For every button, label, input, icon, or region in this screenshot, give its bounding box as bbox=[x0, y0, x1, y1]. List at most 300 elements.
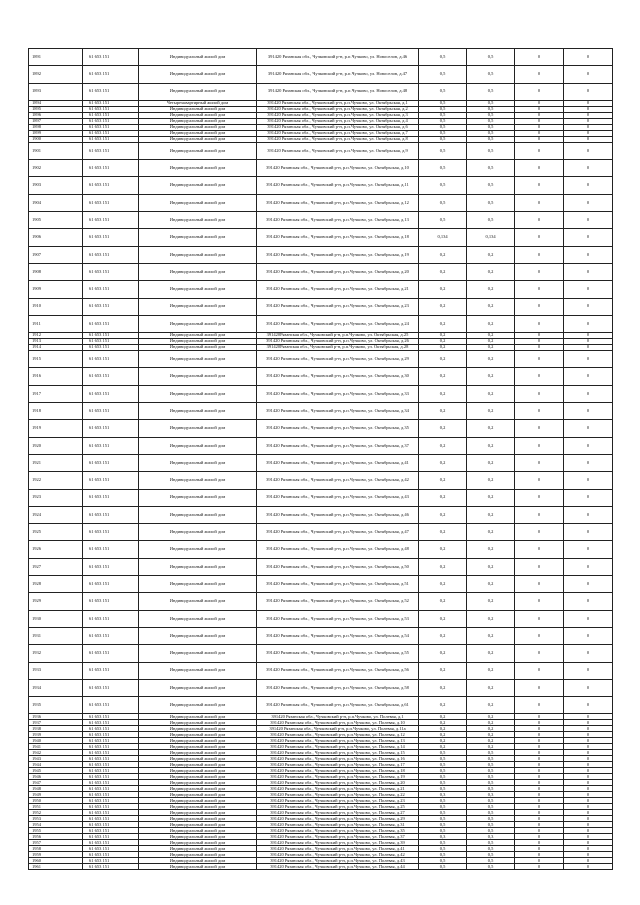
row-number-cell: 1905 bbox=[29, 212, 83, 229]
value-4-cell: 0 bbox=[564, 83, 613, 100]
value-2-cell: 0,5 bbox=[467, 858, 515, 864]
object-type-cell: Индивидуальный жилой дом bbox=[139, 541, 257, 558]
address-cell: 391420 Рязанская обл., Чучковский р-н, р.п.Чучково, ул. Новоселов, д.48 bbox=[257, 83, 419, 100]
value-1-cell: 0,5 bbox=[419, 142, 467, 159]
object-type-cell: Индивидуальный жилой дом bbox=[139, 142, 257, 159]
value-4-cell: 0 bbox=[564, 792, 613, 798]
object-type-cell: Индивидуальный жилой дом bbox=[139, 792, 257, 798]
row-number-cell: 1943 bbox=[29, 756, 83, 762]
row-number-cell: 1919 bbox=[29, 420, 83, 437]
object-type-cell: Индивидуальный жилой дом bbox=[139, 852, 257, 858]
table-row bbox=[29, 229, 613, 246]
row-number-cell: 1925 bbox=[29, 524, 83, 541]
row-number-cell: 1948 bbox=[29, 786, 83, 792]
object-type-cell: Индивидуальный жилой дом bbox=[139, 720, 257, 726]
address-cell: 391420 Рязанская обл., Чучковский р-н, р.п.Чучково, ул. Полевая, д.25 bbox=[257, 804, 419, 810]
value-4-cell: 0 bbox=[564, 281, 613, 298]
oktmo-code-cell: 61 653 151 bbox=[83, 112, 139, 118]
row-number-cell: 1958 bbox=[29, 846, 83, 852]
value-2-cell: 0,5 bbox=[467, 780, 515, 786]
table-row bbox=[29, 49, 613, 66]
object-type-cell: Индивидуальный жилой дом bbox=[139, 768, 257, 774]
value-4-cell: 0 bbox=[564, 726, 613, 732]
oktmo-code-cell: 61 653 151 bbox=[83, 627, 139, 644]
value-1-cell: 0,2 bbox=[419, 679, 467, 696]
value-1-cell: 0,5 bbox=[419, 66, 467, 83]
value-3-cell: 0 bbox=[515, 385, 564, 402]
object-type-cell: Индивидуальный жилой дом bbox=[139, 828, 257, 834]
value-2-cell: 0,2 bbox=[467, 697, 515, 714]
address-cell: 391420 Рязанская обл., Чучковский р-н, р.п.Чучково, ул. Октябрьская, д.19 bbox=[257, 246, 419, 263]
value-1-cell: 0,2 bbox=[419, 697, 467, 714]
row-number-cell: 1934 bbox=[29, 679, 83, 696]
value-3-cell: 0 bbox=[515, 66, 564, 83]
value-2-cell: 0,2 bbox=[467, 645, 515, 662]
oktmo-code-cell: 61 653 151 bbox=[83, 697, 139, 714]
value-4-cell: 0 bbox=[564, 816, 613, 822]
oktmo-code-cell: 61 653 151 bbox=[83, 246, 139, 263]
value-2-cell: 0,134 bbox=[467, 229, 515, 246]
value-3-cell: 0 bbox=[515, 822, 564, 828]
oktmo-code-cell: 61 653 151 bbox=[83, 472, 139, 489]
value-3-cell: 0 bbox=[515, 645, 564, 662]
value-4-cell: 0 bbox=[564, 846, 613, 852]
object-type-cell: Индивидуальный жилой дом bbox=[139, 339, 257, 345]
value-2-cell: 0,2 bbox=[467, 610, 515, 627]
value-4-cell: 0 bbox=[564, 142, 613, 159]
value-2-cell: 0,5 bbox=[467, 142, 515, 159]
table-row bbox=[29, 403, 613, 420]
oktmo-code-cell: 61 653 151 bbox=[83, 281, 139, 298]
value-2-cell: 0,5 bbox=[467, 840, 515, 846]
value-3-cell: 0 bbox=[515, 229, 564, 246]
oktmo-code-cell: 61 653 151 bbox=[83, 106, 139, 112]
address-cell: 391420 Рязанская обл., Чучковский р-н, р.п.Чучково, ул. Октябрьская, д.3 bbox=[257, 112, 419, 118]
address-cell: 391420 Рязанская обл., Чучковский р-н, р.п.Чучково, ул. Октябрьская, д.61 bbox=[257, 697, 419, 714]
value-2-cell: 0,2 bbox=[467, 662, 515, 679]
value-4-cell: 0 bbox=[564, 593, 613, 610]
value-4-cell: 0 bbox=[564, 333, 613, 339]
row-number-cell: 1914 bbox=[29, 345, 83, 351]
value-1-cell: 0,2 bbox=[419, 720, 467, 726]
value-3-cell: 0 bbox=[515, 177, 564, 194]
address-cell: 391420 Рязанская обл., Чучковский р-н, р.п.Чучково, ул. Октябрьская, д.55 bbox=[257, 645, 419, 662]
value-4-cell: 0 bbox=[564, 804, 613, 810]
value-2-cell: 0,5 bbox=[467, 846, 515, 852]
object-type-cell: Индивидуальный жилой дом bbox=[139, 738, 257, 744]
value-2-cell: 0,2 bbox=[467, 351, 515, 368]
address-cell: 391420 Рязанская обл., Чучковский р-н, р.п.Чучково, ул. Октябрьская, д.9 bbox=[257, 142, 419, 159]
row-number-cell: 1940 bbox=[29, 738, 83, 744]
table-row bbox=[29, 506, 613, 523]
value-4-cell: 0 bbox=[564, 506, 613, 523]
object-type-cell: Индивидуальный жилой дом bbox=[139, 756, 257, 762]
value-4-cell: 0 bbox=[564, 645, 613, 662]
value-2-cell: 0,5 bbox=[467, 130, 515, 136]
value-4-cell: 0 bbox=[564, 136, 613, 142]
value-2-cell: 0,5 bbox=[467, 118, 515, 124]
value-3-cell: 0 bbox=[515, 786, 564, 792]
object-type-cell: Индивидуальный жилой дом bbox=[139, 177, 257, 194]
value-1-cell: 0,5 bbox=[419, 106, 467, 112]
value-1-cell: 0,2 bbox=[419, 298, 467, 315]
object-type-cell: Индивидуальный жилой дом bbox=[139, 750, 257, 756]
value-3-cell: 0 bbox=[515, 576, 564, 593]
value-1-cell: 0,5 bbox=[419, 177, 467, 194]
value-2-cell: 0,5 bbox=[467, 852, 515, 858]
value-2-cell: 0,5 bbox=[467, 124, 515, 130]
object-type-cell: Индивидуальный жилой дом bbox=[139, 822, 257, 828]
value-1-cell: 0,2 bbox=[419, 627, 467, 644]
value-2-cell: 0,5 bbox=[467, 750, 515, 756]
object-type-cell: Индивидуальный жилой дом bbox=[139, 506, 257, 523]
value-4-cell: 0 bbox=[564, 852, 613, 858]
object-type-cell: Индивидуальный жилой дом bbox=[139, 160, 257, 177]
value-3-cell: 0 bbox=[515, 524, 564, 541]
oktmo-code-cell: 61 653 151 bbox=[83, 124, 139, 130]
value-3-cell: 0 bbox=[515, 403, 564, 420]
address-cell: 391420 Рязанская обл., Чучковский р-н, р.п.Чучково, ул. Полевая, д.37 bbox=[257, 834, 419, 840]
row-number-cell: 1924 bbox=[29, 506, 83, 523]
address-cell: 391420 Рязанская обл., Чучковский р-н, р.п.Чучково, ул. Полевая, д.35 bbox=[257, 828, 419, 834]
value-3-cell: 0 bbox=[515, 246, 564, 263]
value-2-cell: 0,5 bbox=[467, 49, 515, 66]
value-1-cell: 0,5 bbox=[419, 840, 467, 846]
value-2-cell: 0,5 bbox=[467, 83, 515, 100]
table-body bbox=[29, 49, 613, 870]
row-number-cell: 1893 bbox=[29, 83, 83, 100]
table-row bbox=[29, 246, 613, 263]
oktmo-code-cell: 61 653 151 bbox=[83, 828, 139, 834]
value-4-cell: 0 bbox=[564, 246, 613, 263]
address-cell: 391420 Рязанская обл., Чучковский р-н, р.п.Чучково, ул. Октябрьская, д.18 bbox=[257, 229, 419, 246]
row-number-cell: 1951 bbox=[29, 804, 83, 810]
oktmo-code-cell: 61 653 151 bbox=[83, 229, 139, 246]
value-1-cell: 0,5 bbox=[419, 858, 467, 864]
address-cell: 391420 Рязанская обл., Чучковский р-н, р.п.Чучково, ул. Полевая, д.1 bbox=[257, 714, 419, 720]
object-type-cell: Индивидуальный жилой дом bbox=[139, 194, 257, 211]
oktmo-code-cell: 61 653 151 bbox=[83, 593, 139, 610]
value-4-cell: 0 bbox=[564, 315, 613, 332]
value-1-cell: 0,5 bbox=[419, 212, 467, 229]
oktmo-code-cell: 61 653 151 bbox=[83, 744, 139, 750]
value-3-cell: 0 bbox=[515, 420, 564, 437]
value-2-cell: 0,2 bbox=[467, 472, 515, 489]
address-cell: 391420 Рязанская обл., Чучковский р-н, р.п.Чучково, ул. Полевая, д.27 bbox=[257, 810, 419, 816]
row-number-cell: 1942 bbox=[29, 750, 83, 756]
oktmo-code-cell: 61 653 151 bbox=[83, 118, 139, 124]
value-1-cell: 0,2 bbox=[419, 315, 467, 332]
row-number-cell: 1955 bbox=[29, 828, 83, 834]
oktmo-code-cell: 61 653 151 bbox=[83, 864, 139, 870]
object-type-cell: Индивидуальный жилой дом bbox=[139, 298, 257, 315]
value-1-cell: 0,5 bbox=[419, 780, 467, 786]
value-3-cell: 0 bbox=[515, 83, 564, 100]
address-cell: 391420 Рязанская обл., Чучковский р-н, р.п.Чучково, ул. Полевая, д.29 bbox=[257, 816, 419, 822]
value-2-cell: 0,5 bbox=[467, 774, 515, 780]
table-row bbox=[29, 524, 613, 541]
value-3-cell: 0 bbox=[515, 194, 564, 211]
address-cell: 391420 Рязанская обл., Чучковский р-н, р.п.Чучково, ул. Полевая, д.31 bbox=[257, 822, 419, 828]
object-type-cell: Индивидуальный жилой дом bbox=[139, 420, 257, 437]
address-cell: 391420 Рязанская обл., Чучковский р-н, р.п.Чучково, ул. Полевая, д.11а bbox=[257, 726, 419, 732]
value-1-cell: 0,2 bbox=[419, 281, 467, 298]
value-1-cell: 0,2 bbox=[419, 593, 467, 610]
value-2-cell: 0,2 bbox=[467, 506, 515, 523]
address-cell: 391420 Рязанская обл., Чучковский р-н, р.п.Чучково, ул. Октябрьская, д.6 bbox=[257, 124, 419, 130]
address-cell: 391420 Рязанская обл., Чучковский р-н, р.п.Чучково, ул. Полевая, д.22 bbox=[257, 792, 419, 798]
value-3-cell: 0 bbox=[515, 506, 564, 523]
value-4-cell: 0 bbox=[564, 124, 613, 130]
object-type-cell: Индивидуальный жилой дом bbox=[139, 212, 257, 229]
oktmo-code-cell: 61 653 151 bbox=[83, 420, 139, 437]
address-cell: 391420 Рязанская обл., Чучковский р-н, р.п.Чучково, ул. Полевая, д.18 bbox=[257, 768, 419, 774]
value-4-cell: 0 bbox=[564, 263, 613, 280]
address-cell: 391420 Рязанская обл., Чучковский р-н, р.п.Чучково, ул. Полевая, д.13 bbox=[257, 738, 419, 744]
value-4-cell: 0 bbox=[564, 840, 613, 846]
value-2-cell: 0,2 bbox=[467, 732, 515, 738]
object-type-cell: Индивидуальный жилой дом bbox=[139, 834, 257, 840]
oktmo-code-cell: 61 653 151 bbox=[83, 798, 139, 804]
value-3-cell: 0 bbox=[515, 160, 564, 177]
value-2-cell: 0,5 bbox=[467, 798, 515, 804]
value-2-cell: 0,2 bbox=[467, 281, 515, 298]
value-2-cell: 0,5 bbox=[467, 762, 515, 768]
value-2-cell: 0,3 bbox=[467, 834, 515, 840]
row-number-cell: 1896 bbox=[29, 112, 83, 118]
address-cell: 391420 Рязанская обл., Чучковский р-н, р.п.Чучково, ул. Октябрьская, д.30 bbox=[257, 368, 419, 385]
address-cell: 391420 Рязанская обл., Чучковский р-н, р.п.Чучково, ул. Октябрьская, д.37 bbox=[257, 437, 419, 454]
table-row bbox=[29, 315, 613, 332]
value-1-cell: 0,5 bbox=[419, 786, 467, 792]
row-number-cell: 1935 bbox=[29, 697, 83, 714]
row-number-cell: 1933 bbox=[29, 662, 83, 679]
object-type-cell: Индивидуальный жилой дом bbox=[139, 83, 257, 100]
oktmo-code-cell: 61 653 151 bbox=[83, 212, 139, 229]
value-4-cell: 0 bbox=[564, 541, 613, 558]
row-number-cell: 1941 bbox=[29, 744, 83, 750]
value-4-cell: 0 bbox=[564, 786, 613, 792]
value-1-cell: 0,5 bbox=[419, 160, 467, 177]
table-row bbox=[29, 212, 613, 229]
object-type-cell: Индивидуальный жилой дом bbox=[139, 333, 257, 339]
value-1-cell: 0,2 bbox=[419, 385, 467, 402]
oktmo-code-cell: 61 653 151 bbox=[83, 298, 139, 315]
object-type-cell: Индивидуальный жилой дом bbox=[139, 762, 257, 768]
value-3-cell: 0 bbox=[515, 840, 564, 846]
table-row bbox=[29, 66, 613, 83]
oktmo-code-cell: 61 653 151 bbox=[83, 840, 139, 846]
value-4-cell: 0 bbox=[564, 738, 613, 744]
object-type-cell: Индивидуальный жилой дом bbox=[139, 106, 257, 112]
value-3-cell: 0 bbox=[515, 774, 564, 780]
object-type-cell: Индивидуальный жилой дом bbox=[139, 576, 257, 593]
row-number-cell: 1956 bbox=[29, 834, 83, 840]
object-type-cell: Индивидуальный жилой дом bbox=[139, 627, 257, 644]
object-type-cell: Индивидуальный жилой дом bbox=[139, 804, 257, 810]
address-cell: 391420 Рязанская обл., Чучковский р-н, р.п.Чучково, ул. Октябрьская, д.11 bbox=[257, 177, 419, 194]
value-3-cell: 0 bbox=[515, 100, 564, 106]
value-1-cell: 0,5 bbox=[419, 828, 467, 834]
value-4-cell: 0 bbox=[564, 780, 613, 786]
row-number-cell: 1894 bbox=[29, 100, 83, 106]
row-number-cell: 1937 bbox=[29, 720, 83, 726]
value-2-cell: 0,2 bbox=[467, 345, 515, 351]
object-type-cell: Индивидуальный жилой дом bbox=[139, 281, 257, 298]
row-number-cell: 1944 bbox=[29, 762, 83, 768]
value-4-cell: 0 bbox=[564, 834, 613, 840]
value-3-cell: 0 bbox=[515, 351, 564, 368]
value-1-cell: 0,2 bbox=[419, 524, 467, 541]
value-4-cell: 0 bbox=[564, 437, 613, 454]
value-4-cell: 0 bbox=[564, 524, 613, 541]
value-3-cell: 0 bbox=[515, 780, 564, 786]
value-4-cell: 0 bbox=[564, 368, 613, 385]
table-row bbox=[29, 610, 613, 627]
value-4-cell: 0 bbox=[564, 454, 613, 471]
value-4-cell: 0 bbox=[564, 177, 613, 194]
address-cell: 391420 Рязанская обл., Чучковский р-н, р.п.Чучково, ул. Октябрьская, д.43 bbox=[257, 489, 419, 506]
oktmo-code-cell: 61 653 151 bbox=[83, 822, 139, 828]
value-4-cell: 0 bbox=[564, 345, 613, 351]
oktmo-code-cell: 61 653 151 bbox=[83, 762, 139, 768]
oktmo-code-cell: 61 653 151 bbox=[83, 816, 139, 822]
value-3-cell: 0 bbox=[515, 679, 564, 696]
oktmo-code-cell: 61 653 151 bbox=[83, 315, 139, 332]
object-type-cell: Индивидуальный жилой дом bbox=[139, 864, 257, 870]
oktmo-code-cell: 61 653 151 bbox=[83, 345, 139, 351]
table-row bbox=[29, 420, 613, 437]
value-3-cell: 0 bbox=[515, 130, 564, 136]
row-number-cell: 1891 bbox=[29, 49, 83, 66]
oktmo-code-cell: 61 653 151 bbox=[83, 524, 139, 541]
oktmo-code-cell: 61 653 151 bbox=[83, 403, 139, 420]
value-1-cell: 0,5 bbox=[419, 49, 467, 66]
value-2-cell: 0,5 bbox=[467, 136, 515, 142]
object-type-cell: Индивидуальный жилой дом bbox=[139, 662, 257, 679]
value-2-cell: 0,2 bbox=[467, 454, 515, 471]
value-4-cell: 0 bbox=[564, 66, 613, 83]
table-row bbox=[29, 83, 613, 100]
row-number-cell: 1949 bbox=[29, 792, 83, 798]
value-2-cell: 0,5 bbox=[467, 768, 515, 774]
value-4-cell: 0 bbox=[564, 720, 613, 726]
value-1-cell: 0,2 bbox=[419, 576, 467, 593]
row-number-cell: 1926 bbox=[29, 541, 83, 558]
value-3-cell: 0 bbox=[515, 124, 564, 130]
value-2-cell: 0,2 bbox=[467, 593, 515, 610]
value-1-cell: 0,2 bbox=[419, 732, 467, 738]
value-1-cell: 0,2 bbox=[419, 489, 467, 506]
value-3-cell: 0 bbox=[515, 852, 564, 858]
oktmo-code-cell: 61 653 151 bbox=[83, 858, 139, 864]
value-4-cell: 0 bbox=[564, 697, 613, 714]
oktmo-code-cell: 61 653 151 bbox=[83, 66, 139, 83]
oktmo-code-cell: 61 653 151 bbox=[83, 750, 139, 756]
address-cell: 391420 Рязанская обл., Чучковский р-н, р.п.Чучково, ул. Октябрьская, д.56 bbox=[257, 662, 419, 679]
value-2-cell: 0,2 bbox=[467, 437, 515, 454]
oktmo-code-cell: 61 653 151 bbox=[83, 852, 139, 858]
value-2-cell: 0,5 bbox=[467, 160, 515, 177]
object-type-cell: Индивидуальный жилой дом bbox=[139, 368, 257, 385]
value-4-cell: 0 bbox=[564, 822, 613, 828]
table-row bbox=[29, 489, 613, 506]
row-number-cell: 1892 bbox=[29, 66, 83, 83]
value-1-cell: 0,2 bbox=[419, 662, 467, 679]
value-3-cell: 0 bbox=[515, 472, 564, 489]
oktmo-code-cell: 61 653 151 bbox=[83, 558, 139, 575]
object-type-cell: Индивидуальный жилой дом bbox=[139, 726, 257, 732]
address-cell: 391420 Рязанская обл., Чучковский р-н, р.п.Чучково, ул. Октябрьская, д.33 bbox=[257, 385, 419, 402]
address-cell: 391420 Рязанская обл., Чучковский р-н, р.п.Чучково, ул. Октябрьская, д.34 bbox=[257, 403, 419, 420]
value-1-cell: 0,2 bbox=[419, 420, 467, 437]
row-number-cell: 1906 bbox=[29, 229, 83, 246]
row-number-cell: 1909 bbox=[29, 281, 83, 298]
value-3-cell: 0 bbox=[515, 816, 564, 822]
value-1-cell: 0,5 bbox=[419, 852, 467, 858]
value-1-cell: 0,5 bbox=[419, 130, 467, 136]
row-number-cell: 1898 bbox=[29, 124, 83, 130]
address-cell: 391420 Рязанская обл., Чучковский р-н, р.п.Чучково, ул. Октябрьская, д.20 bbox=[257, 263, 419, 280]
table-row bbox=[29, 263, 613, 280]
value-3-cell: 0 bbox=[515, 339, 564, 345]
oktmo-code-cell: 61 653 151 bbox=[83, 645, 139, 662]
value-1-cell: 0,2 bbox=[419, 726, 467, 732]
value-3-cell: 0 bbox=[515, 627, 564, 644]
object-type-cell: Индивидуальный жилой дом bbox=[139, 610, 257, 627]
oktmo-code-cell: 61 653 151 bbox=[83, 49, 139, 66]
address-cell: 391420 Рязанская обл., Чучковский р-н, р.п.Чучково, ул. Октябрьская, д.2 bbox=[257, 106, 419, 112]
object-type-cell: Индивидуальный жилой дом bbox=[139, 315, 257, 332]
object-type-cell: Индивидуальный жилой дом bbox=[139, 593, 257, 610]
value-2-cell: 0,2 bbox=[467, 679, 515, 696]
address-cell: 391420 Рязанская обл., Чучковский р-н, р.п.Чучково, ул. Полевая, д.15 bbox=[257, 750, 419, 756]
table-row bbox=[29, 351, 613, 368]
value-3-cell: 0 bbox=[515, 541, 564, 558]
row-number-cell: 1918 bbox=[29, 403, 83, 420]
value-2-cell: 0,2 bbox=[467, 738, 515, 744]
object-type-cell: Индивидуальный жилой дом bbox=[139, 798, 257, 804]
value-2-cell: 0,2 bbox=[467, 720, 515, 726]
object-type-cell: Индивидуальный жилой дом bbox=[139, 714, 257, 720]
value-2-cell: 0,5 bbox=[467, 810, 515, 816]
value-1-cell: 0,2 bbox=[419, 506, 467, 523]
value-3-cell: 0 bbox=[515, 732, 564, 738]
oktmo-code-cell: 61 653 151 bbox=[83, 100, 139, 106]
value-3-cell: 0 bbox=[515, 846, 564, 852]
oktmo-code-cell: 61 653 151 bbox=[83, 351, 139, 368]
address-cell: 391420 Рязанская обл., Чучковский р-н, р.п.Чучково, ул. Октябрьская, д.58 bbox=[257, 679, 419, 696]
value-4-cell: 0 bbox=[564, 130, 613, 136]
value-4-cell: 0 bbox=[564, 750, 613, 756]
value-4-cell: 0 bbox=[564, 679, 613, 696]
row-number-cell: 1957 bbox=[29, 840, 83, 846]
oktmo-code-cell: 61 653 151 bbox=[83, 437, 139, 454]
table-row bbox=[29, 697, 613, 714]
address-cell: 391420 Рязанская обл., Чучковский р-н, р.п.Чучково, ул. Октябрьская, д.12 bbox=[257, 194, 419, 211]
value-1-cell: 0,5 bbox=[419, 112, 467, 118]
value-1-cell: 0,2 bbox=[419, 558, 467, 575]
value-2-cell: 0,5 bbox=[467, 756, 515, 762]
value-3-cell: 0 bbox=[515, 437, 564, 454]
value-1-cell: 0,2 bbox=[419, 368, 467, 385]
value-2-cell: 0,2 bbox=[467, 714, 515, 720]
oktmo-code-cell: 61 653 151 bbox=[83, 792, 139, 798]
object-type-cell: Индивидуальный жилой дом bbox=[139, 846, 257, 852]
value-2-cell: 0,2 bbox=[467, 489, 515, 506]
row-number-cell: 1900 bbox=[29, 136, 83, 142]
object-type-cell: Индивидуальный жилой дом bbox=[139, 454, 257, 471]
